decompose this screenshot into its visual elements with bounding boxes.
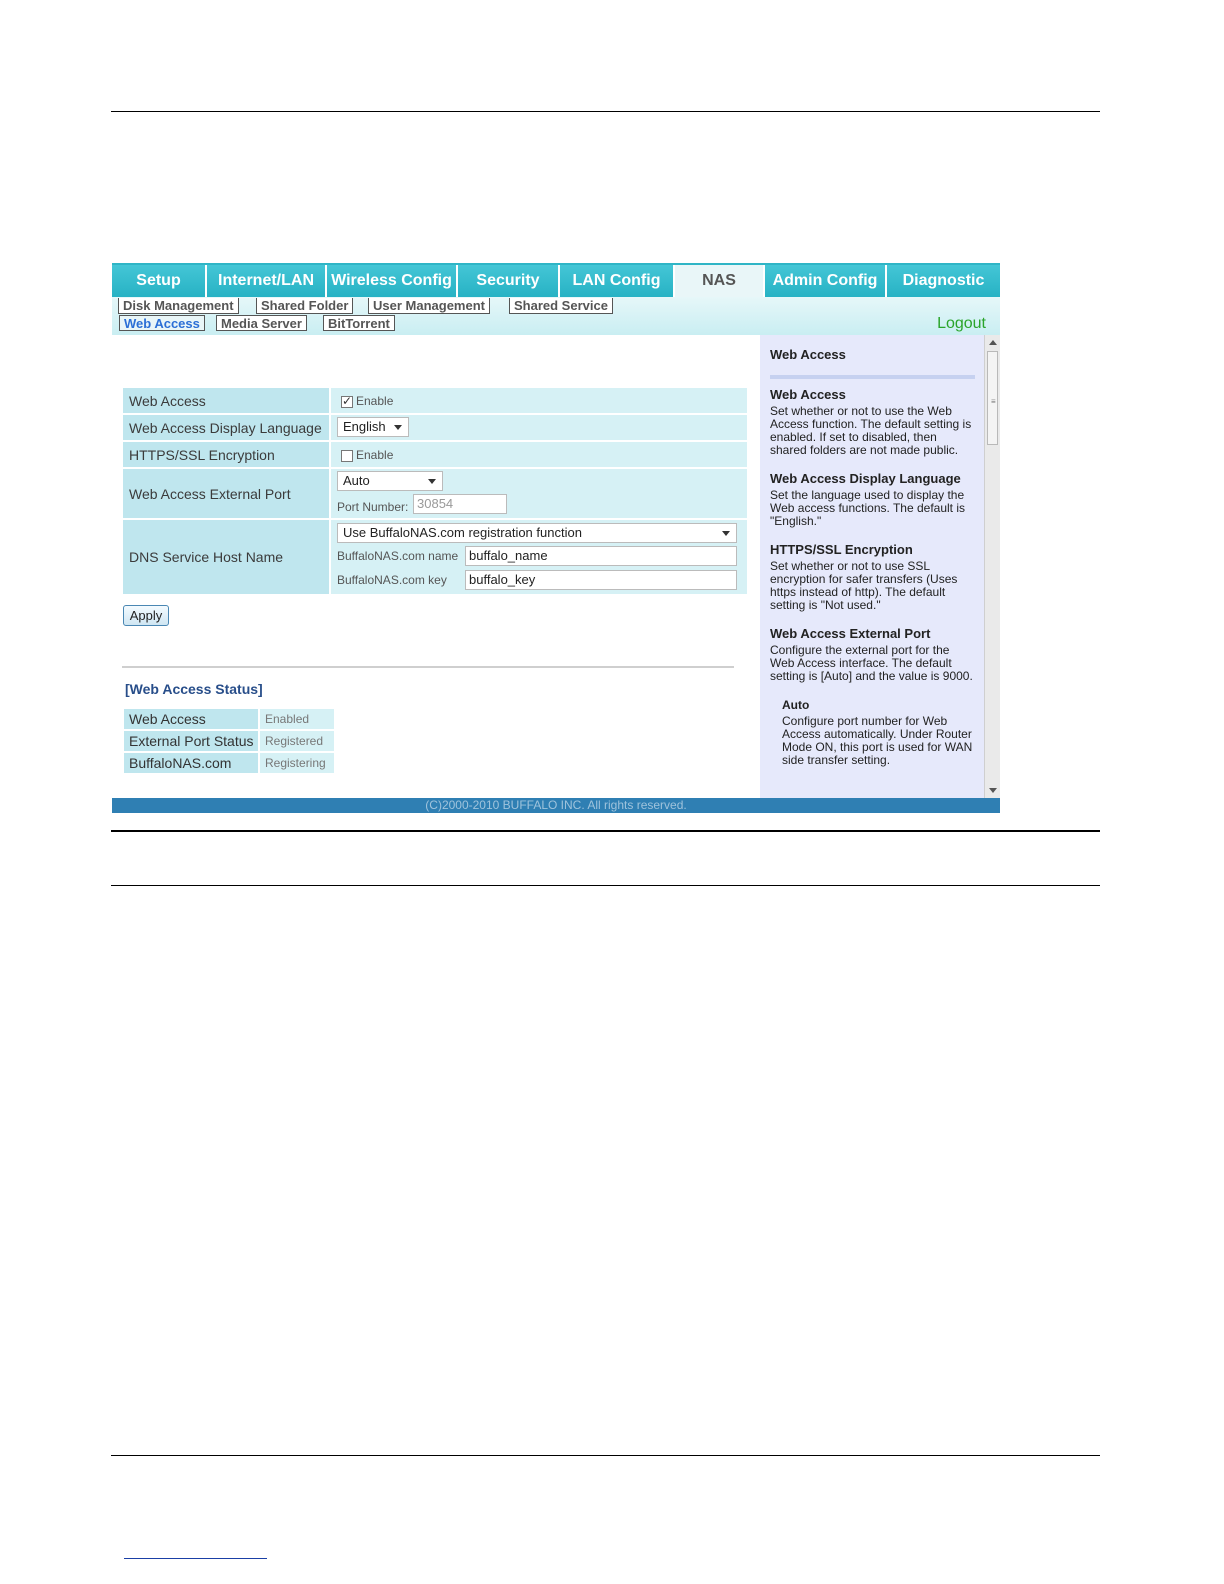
subtab-media-server[interactable]: Media Server xyxy=(216,315,307,331)
subtab-disk-management[interactable]: Disk Management xyxy=(118,298,239,314)
chevron-down-icon xyxy=(394,425,402,430)
help-separator xyxy=(770,375,975,379)
settings-content xyxy=(112,335,760,798)
subtab-web-access[interactable]: Web Access xyxy=(119,315,205,331)
chevron-down-icon xyxy=(722,531,730,536)
subtab-user-management[interactable]: User Management xyxy=(368,298,490,314)
display-language-selected: English xyxy=(343,419,386,434)
display-language-select[interactable] xyxy=(337,417,409,437)
help-heading: Web Access Display Language xyxy=(770,471,961,486)
help-panel[interactable] xyxy=(760,335,1000,798)
help-subsection xyxy=(770,697,975,767)
subtab-shared-folder[interactable]: Shared Folder xyxy=(256,298,353,314)
main-tab-bar xyxy=(112,263,1000,297)
tab-wireless-config[interactable]: Wireless Config xyxy=(327,265,458,297)
help-text: Set whether or not to use the Web Access function. The default setting is enabled. If set to disabled, then shared folders are not made public. xyxy=(770,404,972,457)
port-number-label: Port Number: xyxy=(337,500,409,514)
web-access-row xyxy=(123,388,747,413)
help-heading: Web Access xyxy=(770,387,846,402)
tab-nas[interactable]: NAS xyxy=(675,265,765,297)
help-text: Set whether or not to use SSL encryption for safer transfers (Uses https instead of http). The default setting is "Not used." xyxy=(770,559,958,612)
external-port-select[interactable] xyxy=(337,471,443,491)
web-access-enable-label: Enable xyxy=(356,394,394,408)
scroll-up-icon[interactable] xyxy=(989,340,997,345)
caption-top-rule xyxy=(111,830,1100,832)
grip-icon: ≡ xyxy=(991,397,996,406)
status-value: Registering xyxy=(260,753,334,773)
buffalonas-name-label: BuffaloNAS.com name xyxy=(337,549,459,563)
section-divider xyxy=(122,666,734,668)
help-title: Web Access xyxy=(770,347,846,362)
help-heading: HTTPS/SSL Encryption xyxy=(770,542,913,557)
help-content xyxy=(770,335,975,767)
dns-service-select[interactable] xyxy=(337,523,737,543)
tab-setup[interactable]: Setup xyxy=(112,265,207,297)
https-value xyxy=(331,442,747,467)
tab-admin-config[interactable]: Admin Config xyxy=(765,265,887,297)
scroll-down-icon[interactable] xyxy=(989,788,997,793)
port-number-input[interactable]: 30854 xyxy=(413,494,507,514)
buffalonas-name-input[interactable]: buffalo_name xyxy=(465,546,737,566)
scrollbar-thumb[interactable] xyxy=(987,351,998,445)
sub-tab-bar xyxy=(112,297,1000,335)
chevron-down-icon xyxy=(428,479,436,484)
external-port-value xyxy=(331,469,747,518)
web-access-value xyxy=(331,388,747,413)
buffalonas-key-label: BuffaloNAS.com key xyxy=(337,573,447,587)
status-row xyxy=(124,709,334,729)
help-scrollbar[interactable] xyxy=(984,335,1000,798)
buffalonas-key-input[interactable]: buffalo_key xyxy=(465,570,737,590)
status-row xyxy=(124,731,334,751)
caption-bottom-rule xyxy=(111,885,1100,886)
status-label: BuffaloNAS.com xyxy=(124,753,258,773)
display-language-row xyxy=(123,415,747,440)
https-checkbox[interactable] xyxy=(341,450,353,462)
https-label: HTTPS/SSL Encryption xyxy=(123,442,329,467)
tab-lan-config[interactable]: LAN Config xyxy=(560,265,675,297)
external-port-row xyxy=(123,469,747,518)
help-heading: Web Access External Port xyxy=(770,626,931,641)
subtab-bittorrent[interactable]: BitTorrent xyxy=(323,315,395,331)
external-port-selected: Auto xyxy=(343,473,370,488)
page-top-rule xyxy=(111,111,1100,112)
dns-service-selected: Use BuffaloNAS.com registration function xyxy=(343,525,582,540)
https-enable-label: Enable xyxy=(356,448,394,462)
tab-diagnostic[interactable]: Diagnostic xyxy=(887,265,1000,297)
web-access-label: Web Access xyxy=(123,388,329,413)
dns-label: DNS Service Host Name xyxy=(123,520,329,594)
status-label: Web Access xyxy=(124,709,258,729)
subtab-shared-service[interactable]: Shared Service xyxy=(509,298,613,314)
page-bottom-rule xyxy=(111,1455,1100,1456)
copyright-bar: (C)2000-2010 BUFFALO INC. All rights reserved. xyxy=(112,798,1000,813)
footer-link-underline xyxy=(124,1558,267,1559)
logout-link[interactable]: Logout xyxy=(937,315,986,332)
status-value: Registered xyxy=(260,731,334,751)
display-language-value xyxy=(331,415,747,440)
dns-row xyxy=(123,520,747,594)
web-access-checkbox[interactable] xyxy=(341,396,353,408)
dns-value xyxy=(331,520,747,594)
status-title: [Web Access Status] xyxy=(125,681,263,697)
help-subtext: Configure port number for Web Access automatically. Under Router Mode ON, this port is used for WAN side transfer setting. xyxy=(782,714,973,767)
status-label: External Port Status xyxy=(124,731,258,751)
help-subheading: Auto xyxy=(782,698,810,712)
display-language-label: Web Access Display Language xyxy=(123,415,329,440)
router-screenshot xyxy=(112,263,1000,813)
apply-button[interactable]: Apply xyxy=(123,605,169,626)
status-value: Enabled xyxy=(260,709,334,729)
help-text: Set the language used to display the Web access functions. The default is "English." xyxy=(770,488,965,528)
help-text: Configure the external port for the Web Access interface. The default setting is [Auto] and the value is 9000. xyxy=(770,643,973,683)
external-port-label: Web Access External Port xyxy=(123,469,329,518)
tab-security[interactable]: Security xyxy=(458,265,560,297)
status-row xyxy=(124,753,334,773)
tab-internet-lan[interactable]: Internet/LAN xyxy=(207,265,327,297)
https-row xyxy=(123,442,747,467)
